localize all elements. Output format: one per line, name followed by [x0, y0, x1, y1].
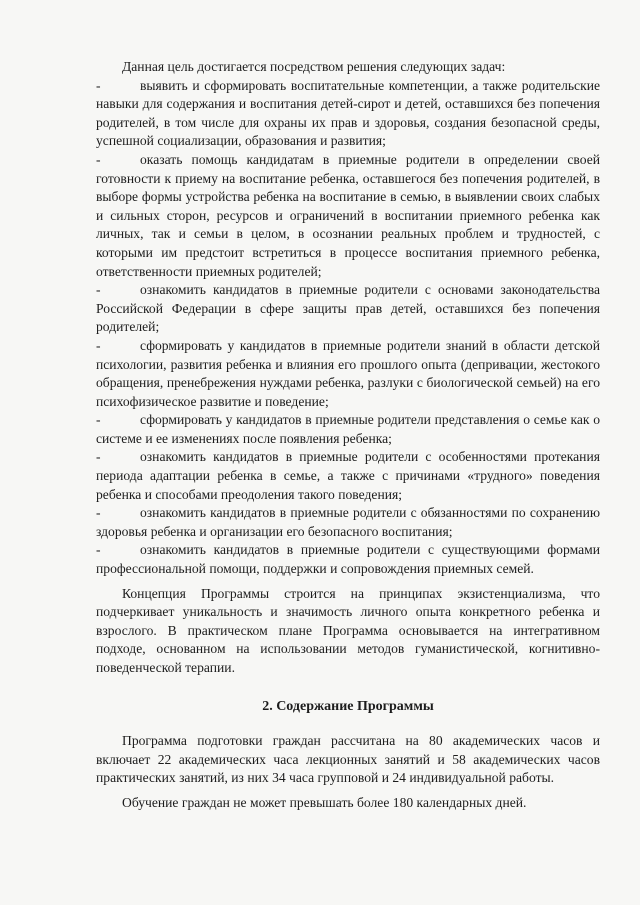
list-marker: - — [96, 282, 101, 298]
task-text: сформировать у кандидатов в приемные родители знаний в области детской психологии, развития ребенка и влияния его прошлого опыта (депривации, жестокого обращения, пренебрежения нуждами ребенка, разлуки с биологической семьей) на его психофизическое развитие и поведение; — [96, 337, 600, 409]
list-marker: - — [96, 77, 101, 93]
task-text: ознакомить кандидатов в приемные родители с особенностями протекания периода адаптации ребенка в семье, а также с причинами «трудного» поведения ребенка и способами преодоления такого поведения; — [96, 449, 600, 502]
task-item — [96, 541, 600, 578]
list-marker: - — [96, 505, 101, 521]
list-marker: - — [96, 542, 101, 558]
task-text: выявить и сформировать воспитательные компетенции, а также родительские навыки для содержания и воспитания детей-сирот и детей, оставшихся без попечения родителей, в том числе для охраны их прав и здоровья, создания безопасной среды, успешной социализации, образования и развития; — [96, 77, 600, 149]
task-item — [96, 448, 600, 504]
program-paragraph: Программа подготовки граждан рассчитана на 80 академических часов и включает 22 академических часа лекционных занятий и 58 академических часов практических занятий, из них 34 часа групповой и 24 индивидуальной работы. — [96, 733, 600, 786]
task-item — [96, 281, 600, 337]
task-text: ознакомить кандидатов в приемные родители с основами законодательства Российской Федерации в сфере защиты прав детей, оставшихся без попечения родителей; — [96, 282, 600, 335]
task-item — [96, 504, 600, 541]
section-heading: 2. Содержание Программы — [262, 698, 434, 714]
task-item — [96, 411, 600, 448]
task-text: ознакомить кандидатов в приемные родители с существующими формами профессиональной помощи, поддержки и сопровождения приемных семей. — [96, 542, 600, 577]
task-item — [96, 77, 600, 151]
task-item — [96, 151, 600, 281]
task-item — [96, 337, 600, 411]
intro-paragraph: Данная цель достигается посредством решения следующих задач: — [122, 59, 506, 74]
duration-paragraph: Обучение граждан не может превышать более 180 календарных дней. — [122, 794, 527, 810]
task-text: ознакомить кандидатов в приемные родители с обязанностями по сохранению здоровья ребенка и организации его безопасного воспитания; — [96, 505, 600, 539]
list-marker: - — [96, 412, 101, 428]
task-text: оказать помощь кандидатам в приемные родители в определении своей готовности к приему на воспитание ребенка, оставшегося без попечения родителей, в выборе формы устройства ребенка на воспитание в семью, в выявлении своих слабых и сильных сторон, ресурсов и ограничений в воспитании приемного ребенка как личных, так и семьи в целом, в осознании реальных проблем и трудностей, с которыми им предстоит встретиться в процессе воспитания приемного ребенка, ответственности приемных родителей; — [96, 151, 600, 279]
list-marker: - — [96, 449, 101, 465]
list-marker: - — [96, 337, 101, 353]
concept-paragraph: Концепция Программы строится на принципах экзистенциализма, что подчеркивает уникальность и значимость личного опыта конкретного ребенка и взрослого. В практическом плане Программа основывается на интегративном подходе, основанном на использовании методов гуманистической, когнитивно-поведенческой терапии. — [96, 585, 600, 675]
list-marker: - — [96, 151, 101, 167]
task-text: сформировать у кандидатов в приемные родители представления о семье как о системе и ее изменениях после появления ребенка; — [96, 412, 600, 446]
